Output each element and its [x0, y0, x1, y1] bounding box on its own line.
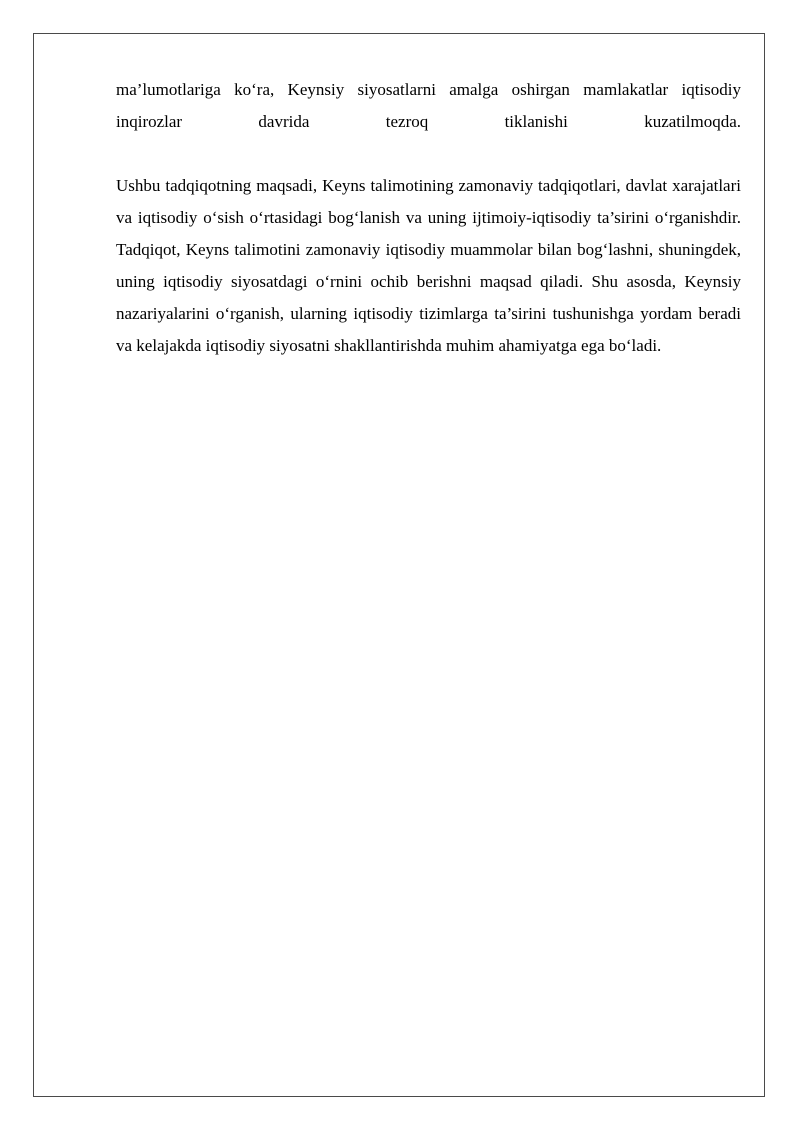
paragraph-1: ma’lumotlariga ko‘ra, Keynsiy siyosatlarni amalga oshirgan mamlakatlar iqtisodiy inqirozlar davrida tezroq tiklanishi kuzatilmoqda.	[116, 80, 741, 131]
document-body	[116, 74, 741, 362]
paragraph-2: Ushbu tadqiqotning maqsadi, Keyns talimotining zamonaviy tadqiqotlari, davlat xarajatlari va iqtisodiy o‘sish o‘rtasidagi bog‘lanish va uning ijtimoiy-iqtisodiy ta’sirini o‘rganishdir. Tadqiqot, Keyns talimotini zamonaviy iqtisodiy muammolar bilan bog‘lashni, shuningdek, uning iqtisodiy siyosatdagi o‘rnini ochib berishni maqsad qiladi. Shu asosda, Keynsiy nazariyalarini o‘rganish, ularning iqtisodiy tizimlarga ta’sirini tushunishga yordam beradi va kelajakda iqtisodiy siyosatni shakllantirishda muhim ahamiyatga ega bo‘ladi.	[116, 176, 741, 355]
